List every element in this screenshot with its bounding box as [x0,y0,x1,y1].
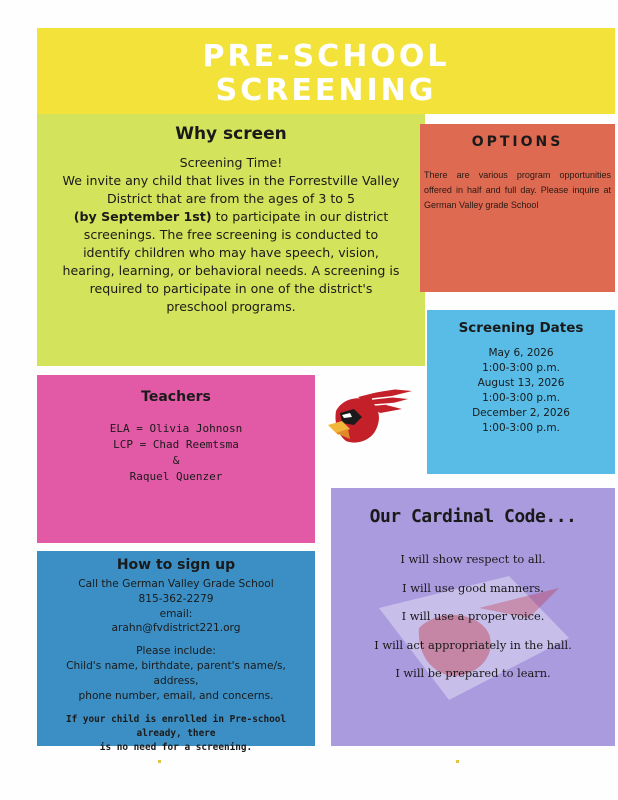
teachers-panel [37,375,315,543]
code-line: I will be prepared to learn. [395,666,551,680]
include-line: phone number, email, and concerns. [78,689,274,702]
options-heading: OPTIONS [471,134,564,150]
why-line: hearing, learning, or behavioral needs. A screening is [62,263,400,278]
code-line: I will use a proper voice. [401,609,545,623]
code-line: I will show respect to all. [400,552,546,566]
signup-heading: How to sign up [116,557,236,573]
code-line: I will act appropriately in the hall. [374,637,572,652]
email-address: arahn@fvdistrict221.org [111,622,241,635]
signup-contact-line: email: [159,607,193,620]
teacher-line: LCP = Chad Reemtsma [113,438,239,451]
title-line-1: PRE-SCHOOL [202,39,450,74]
signup-contact-line: Call the German Valley Grade School [78,578,274,590]
decorative-dot [456,760,459,763]
why-heading: Why screen [175,124,287,144]
date-line: May 6, 2026 [488,347,554,359]
why-line: identify children who may have speech, vision, [83,245,379,260]
include-line: Please include: [136,645,216,658]
date-line: December 2, 2026 [472,407,570,419]
teacher-line: & [172,454,180,467]
why-body [47,154,415,316]
why-line: screenings. The free screening is conducted to [83,227,379,242]
why-line: Screening Time! [179,155,283,170]
title-banner [37,28,615,114]
include-line: Child's name, birthdate, parent's name/s, address, [66,659,286,687]
note-line: is no need for a screening. [99,742,253,754]
how-to-sign-up-panel [37,551,315,754]
cardinal-mascot-icon [328,385,416,449]
teacher-line: Raquel Quenzer [129,470,223,483]
cardinal-code-panel [331,488,615,746]
code-line: I will use good manners. [402,580,544,595]
teacher-line: ELA = Olivia Johnosn [109,422,243,435]
code-heading: Our Cardinal Code... [369,506,577,527]
teachers-heading: Teachers [141,389,211,405]
why-line: We invite any child that lives in the Forrestville Valley [62,173,400,188]
title-line-2: SCREENING [215,73,437,108]
why-deadline: (by September 1st) [73,209,212,224]
decorative-dot [158,760,161,763]
options-text: There are various program opportunities offered in half and full day. Please inquire at German Valley grade School [424,170,611,210]
time-line: 1:00-3:00 p.m. [482,392,560,404]
date-line: August 13, 2026 [477,377,565,389]
time-line: 1:00-3:00 p.m. [482,362,560,374]
why-line: District that are from the ages of 3 to 5 [106,191,355,206]
why-line: to participate in our district [211,209,389,224]
note-line: If your child is enrolled in Pre-school already, there [65,714,287,740]
why-screen-panel [37,114,425,366]
why-line: preschool programs. [166,299,296,314]
screening-dates-panel [427,310,615,474]
enrolled-note [43,713,309,755]
why-line: required to participate in one of the district's [89,281,373,296]
options-panel [420,124,615,292]
dates-heading: Screening Dates [458,320,584,336]
phone-number: 815-362-2279 [138,592,214,605]
time-line: 1:00-3:00 p.m. [482,422,560,434]
